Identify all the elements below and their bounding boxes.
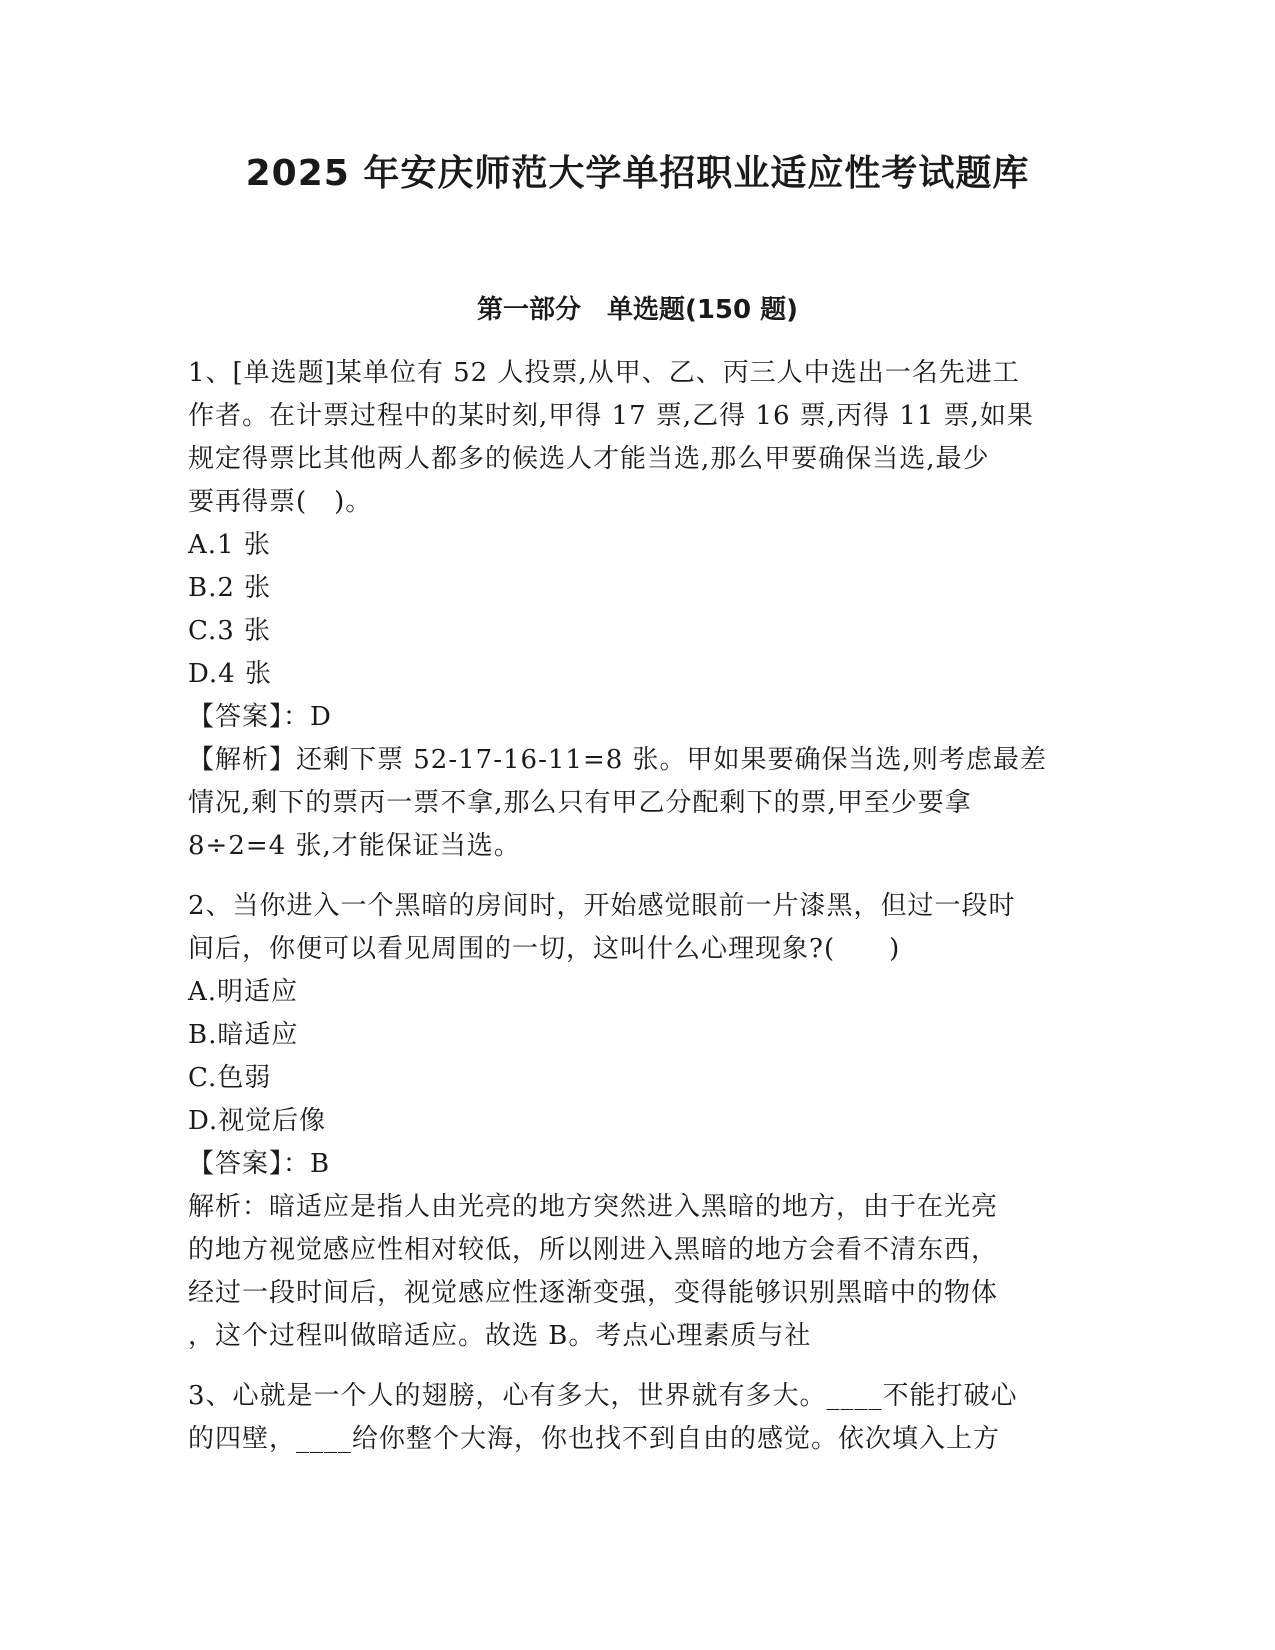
section-heading: 第一部分 单选题(150 题)	[476, 295, 799, 325]
option-d: D.4 张	[188, 659, 272, 689]
question-3	[188, 1375, 1078, 1461]
question-stem-line: 3、心就是一个人的翅膀，心有多大，世界就有多大。____不能打破心	[188, 1381, 1018, 1411]
question-stem-line: 2、当你进入一个黑暗的房间时，开始感觉眼前一片漆黑，但过一段时	[188, 891, 1016, 921]
analysis-line: 情况,剩下的票丙一票不拿,那么只有甲乙分配剩下的票,甲至少要拿	[188, 788, 972, 818]
question-1	[188, 352, 1078, 868]
document-body	[188, 352, 1078, 1461]
option-b: B.暗适应	[188, 1020, 299, 1050]
question-stem-line: 间后，你便可以看见周围的一切，这叫什么心理现象?( )	[188, 934, 901, 964]
question-stem-line: 规定得票比其他两人都多的候选人才能当选,那么甲要确保当选,最少	[188, 444, 990, 474]
question-spacer	[188, 1358, 1078, 1375]
option-b: B.2 张	[188, 573, 272, 603]
option-d: D.视觉后像	[188, 1106, 327, 1136]
option-a: A.明适应	[188, 977, 299, 1007]
answer: 【答案】：B	[188, 1149, 331, 1179]
question-spacer	[188, 868, 1078, 885]
question-stem-line: 作者。在计票过程中的某时刻,甲得 17 票,乙得 16 票,丙得 11 票,如果	[188, 401, 1034, 431]
question-stem-line: 要再得票( )。	[188, 487, 373, 517]
option-c: C.3 张	[188, 616, 272, 646]
document-title: 2025 年安庆师范大学单招职业适应性考试题库	[245, 153, 1030, 194]
question-stem-line: 的四壁，____给你整个大海，你也找不到自由的感觉。依次填入上方	[188, 1424, 1001, 1454]
analysis-line: ，这个过程叫做暗适应。故选 B。考点心理素质与社	[188, 1321, 812, 1351]
analysis-line: 解析：暗适应是指人由光亮的地方突然进入黑暗的地方，由于在光亮	[188, 1192, 999, 1222]
question-2	[188, 885, 1078, 1358]
analysis-line: 【解析】还剩下票 52-17-16-11=8 张。甲如果要确保当选,则考虑最差	[188, 745, 1047, 775]
analysis-line: 8÷2=4 张,才能保证当选。	[188, 831, 521, 861]
option-a: A.1 张	[188, 530, 271, 560]
question-stem-line: 1、[单选题]某单位有 52 人投票,从甲、乙、丙三人中选出一名先进工	[188, 358, 1020, 388]
analysis-line: 经过一段时间后，视觉感应性逐渐变强，变得能够识别黑暗中的物体	[188, 1278, 999, 1308]
option-c: C.色弱	[188, 1063, 272, 1093]
answer: 【答案】：D	[188, 702, 332, 732]
analysis-line: 的地方视觉感应性相对较低，所以刚进入黑暗的地方会看不清东西，	[188, 1235, 999, 1265]
